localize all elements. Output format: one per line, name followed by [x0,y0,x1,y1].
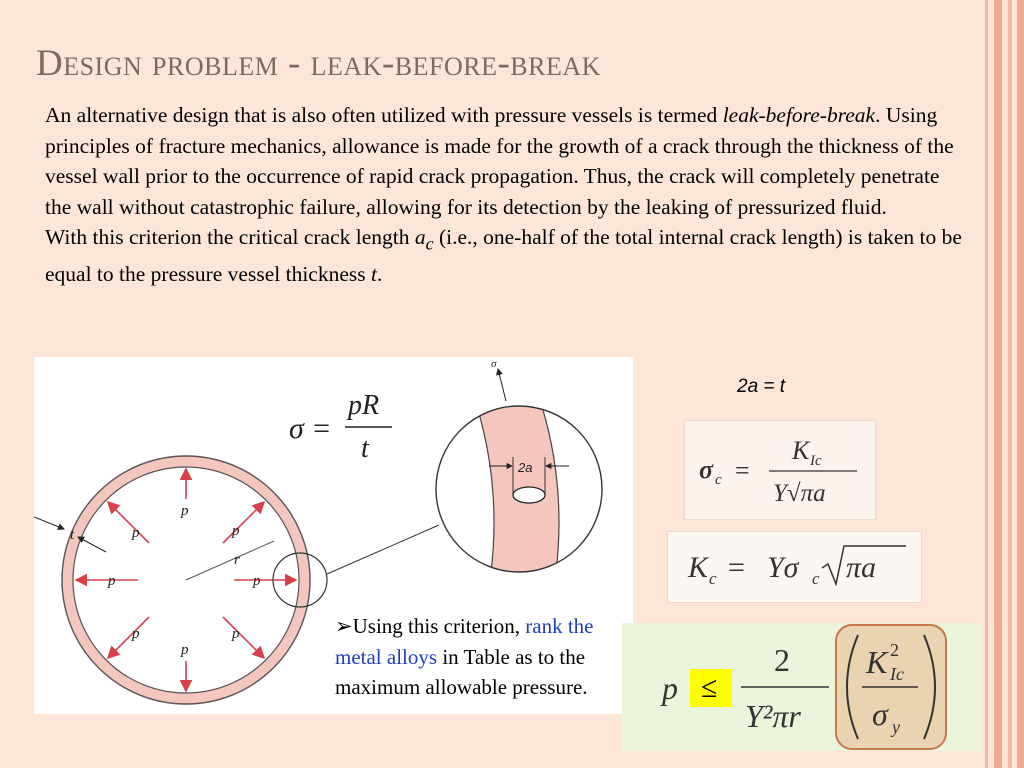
term-leak-before-break: leak-before-break [722,103,876,127]
thickness-symbol: t [371,262,377,287]
p1-part1: An alternative design that is also often utilized with pressure vessels is termed [45,103,723,127]
body-text [45,100,965,290]
k-ic-sub: Ic [890,664,904,684]
p2-part2: (i.e., one-half of the total internal crack length) is taken to be equal to the pressure vessel thickness [45,225,962,287]
sigma-c-equals: = [735,456,750,485]
crack-length-sub: c [425,233,434,254]
crack [513,487,545,503]
sigma-c-sub: c [715,472,722,488]
p-label-bottom: p [181,642,189,658]
p1-part2: . Using principles of fracture mechanics, allowance is made for the growth of a crack through the thickness of the vessel wall prior to the occurrence of rapid crack propagation. Thus, the crack will completely penetrate the wall without catastrophic failure, allowing for its detection by the leaking of pressurized fluid. [45,103,954,219]
k-ic: K [866,644,888,680]
paragraph-1 [45,100,965,222]
p-label-top: p [181,503,189,519]
stress-label-top: σ [491,358,497,370]
hoop-stress-equation [289,390,392,464]
bullet-text-2: in Table as to the maximum allowable pressure. [335,644,588,699]
p2-end: . [376,262,383,287]
sigma-c-equation-box [684,420,876,520]
decor-stripe-4 [1017,0,1024,768]
decor-stripe-2 [994,0,1002,768]
p-label-ll: p [132,626,140,642]
p-label-lr: p [232,626,240,642]
sigma-y-sub: y [892,717,900,737]
p-label-left: p [108,573,116,589]
kc-K: K [688,551,709,584]
sigma-c-equation [685,421,875,519]
leq-symbol: ≤ [701,671,718,704]
sigma-denominator: t [361,433,369,464]
coef-numerator: 2 [774,642,790,678]
bullet-text-1: Using this criterion, [352,614,526,638]
decor-stripe-1 [985,0,988,768]
pressure-p: p [662,670,678,706]
slide-title: Design problem - leak-before-break [36,43,601,84]
sigma-y: σ [872,696,888,732]
sigma-c-num-K: K [792,436,810,465]
sigma-c-denominator: Y√πa [773,480,826,507]
sigma-c-num-sub: Ic [810,453,822,469]
bullet-text [335,611,625,703]
wall-detail [436,397,602,587]
kc-rhs-sub: c [812,569,820,588]
kc-rhs: Yσ [767,551,799,584]
detail-connector [327,525,439,574]
decor-stripe-3 [1008,0,1012,768]
rank-alloys-link[interactable]: rank the metal alloys [335,614,594,669]
pressure-equation-box [622,623,982,751]
p2-part1: With this criterion the critical crack length [45,225,415,250]
radius-label: r [234,552,240,568]
sigma-lhs: σ = [289,412,332,445]
bullet-arrow-icon: ➢ [335,614,353,638]
thickness-label: t [70,527,75,543]
sigma-c-symbol: σ [699,455,714,484]
sigma-numerator: pR [348,390,380,421]
stress-arrow-top [498,369,506,401]
p-label-right: p [253,573,261,589]
k-ic-sup: 2 [890,640,899,660]
p-label-ul: p [132,525,140,541]
thickness-pointer-1 [34,517,64,529]
kc-equation-box [667,531,922,603]
kc-equation [668,532,921,602]
paragraph-2 [45,222,965,289]
p-label-ur: p [232,523,240,539]
crack-relation: 2a = t [737,376,786,397]
kc-sub: c [709,569,717,588]
crack-dim-label: 2a [518,460,533,475]
pressure-equation [622,623,982,751]
coef-denominator: Y²πr [745,698,801,734]
crack-length-symbol: a [414,225,426,250]
kc-root-content: πa [846,551,877,584]
kc-equals: = [728,551,745,584]
